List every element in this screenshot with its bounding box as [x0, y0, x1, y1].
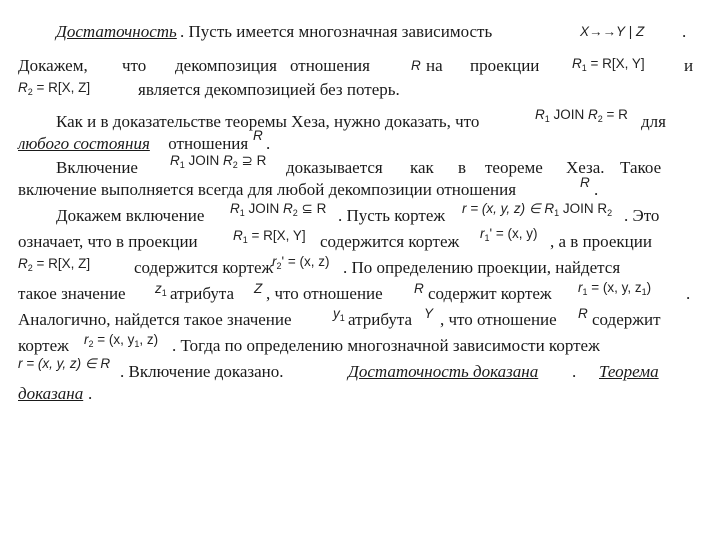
formula-join-supseteq: $R_1$ JOIN $R_2$ ⊇ R: [170, 153, 267, 170]
text-l12-a: Аналогично, найдется такое значение: [18, 310, 292, 329]
text-l9-b: содержится кортеж: [320, 232, 460, 251]
text-l6-g: Такое: [620, 158, 662, 177]
text-l2-e: на: [426, 56, 443, 75]
text-l9-c: , а в проекции: [550, 232, 652, 251]
text-l14-c: .: [572, 362, 577, 381]
formula-r-symbol-5: R: [578, 306, 588, 321]
formula-r1-full: $r_1 = (x$, y, $z_1$): [578, 280, 652, 297]
text-l5-c: .: [266, 134, 271, 153]
formula-r2-def: $R_2 = R[X$, Z]: [18, 80, 91, 97]
formula-r1-tuple: $r_1' = (x$, y): [480, 226, 538, 243]
text-l6-b: доказывается: [286, 158, 383, 177]
text-l12-c: , что отношение: [440, 310, 557, 329]
text-l10-a: содержится кортеж: [134, 258, 274, 277]
text-l14-a: . Включение доказано.: [120, 362, 284, 381]
formula-z-attr: Z: [254, 281, 263, 296]
text-l2-d: отношения: [290, 56, 370, 75]
formula-r-in-R: r = (x, y, z) ∈ R: [18, 356, 111, 371]
formula-r2-tuple: $r_2' = (x$, z): [272, 254, 330, 271]
text-l6-d: в: [458, 158, 467, 177]
formula-y-attr: Y: [424, 306, 434, 321]
formula-r2-full: $r_2 = (x$, $y_1$, z): [84, 332, 159, 349]
text-l4-a: Как и в доказательстве теоремы Хеза, нужно доказать, что: [56, 112, 480, 131]
formula-join-eq: $R_1$ JOIN $R_2 = R$: [535, 107, 628, 124]
text-l13-a: кортеж: [18, 336, 69, 355]
formula-mvd: X→→Y | Z: [580, 24, 645, 39]
proven-word: доказана: [18, 384, 84, 403]
formula-r-symbol-1: R: [411, 58, 421, 73]
text-l2-c: декомпозиция: [175, 56, 277, 75]
text-l8-b: . Пусть кортеж: [338, 206, 446, 225]
formula-tuple-in-join: r = (x, y, z) ∈ $R_1$ JOIN $R_2$: [462, 201, 613, 218]
any-state-phrase: любого состояния: [18, 134, 150, 153]
text-l2-b: что: [122, 56, 147, 75]
text-l2-f: проекции: [470, 56, 540, 75]
text-l8-c: . Это: [624, 206, 660, 225]
text-l11-d: содержит кортеж: [428, 284, 552, 303]
text-l8-a: Докажем включение: [56, 206, 205, 225]
text-l4-b: для: [641, 112, 666, 131]
text-l12-b: атрибута: [348, 310, 413, 329]
text-l5-b: отношения: [164, 134, 249, 153]
formula-join-subseteq: $R_1$ JOIN $R_2$ ⊆ R: [230, 201, 327, 218]
text-l6-f: Хеза.: [566, 158, 605, 177]
theorem-word: Теорема: [599, 362, 659, 381]
formula-r-symbol-4: R: [414, 281, 424, 296]
formula-r2-def-2: $R_2 = R[X$, Z]: [18, 256, 91, 273]
text-l10-b: . По определению проекции, найдется: [343, 258, 621, 277]
text-l11-e: .: [686, 284, 691, 303]
formula-y1: $y_1$: [333, 306, 345, 323]
formula-z1: $z_1$: [155, 281, 167, 298]
text-l6-c: как: [410, 158, 434, 177]
text-l1-c: .: [682, 22, 687, 41]
text-l2-a: Докажем,: [18, 56, 88, 75]
formula-r-symbol-2: R: [253, 128, 263, 143]
text-l9-a: означает, что в проекции: [18, 232, 198, 251]
text-l11-a: такое значение: [18, 284, 126, 303]
text-l6-a: Включение: [56, 158, 138, 177]
sufficiency-proven: Достаточность доказана: [348, 362, 539, 381]
text-l13-b: . Тогда по определению многозначной зависимости кортеж: [172, 336, 600, 355]
text-l7-b: .: [594, 180, 599, 199]
text-l3-a: является декомпозицией без потерь.: [138, 80, 400, 99]
text-l15-b: .: [88, 384, 93, 403]
text-l6-e: теореме: [485, 158, 543, 177]
text-l1-b: . Пусть имеется многозначная зависимость: [180, 22, 493, 41]
formula-r1-def: $R_1 = R[X$, Y]: [572, 56, 645, 73]
formula-r-symbol-3: R: [580, 175, 590, 190]
text-l11-c: , что отношение: [266, 284, 383, 303]
sufficiency-heading: Достаточность: [56, 22, 177, 41]
formula-r1-def-2: $R_1 = R[X$, Y]: [233, 228, 306, 245]
text-l11-b: атрибута: [170, 284, 235, 303]
text-l12-d: содержит: [592, 310, 661, 329]
text-l2-g: и: [684, 56, 694, 75]
text-l7-a: включение выполняется всегда для любой декомпозиции отношения: [18, 180, 517, 199]
